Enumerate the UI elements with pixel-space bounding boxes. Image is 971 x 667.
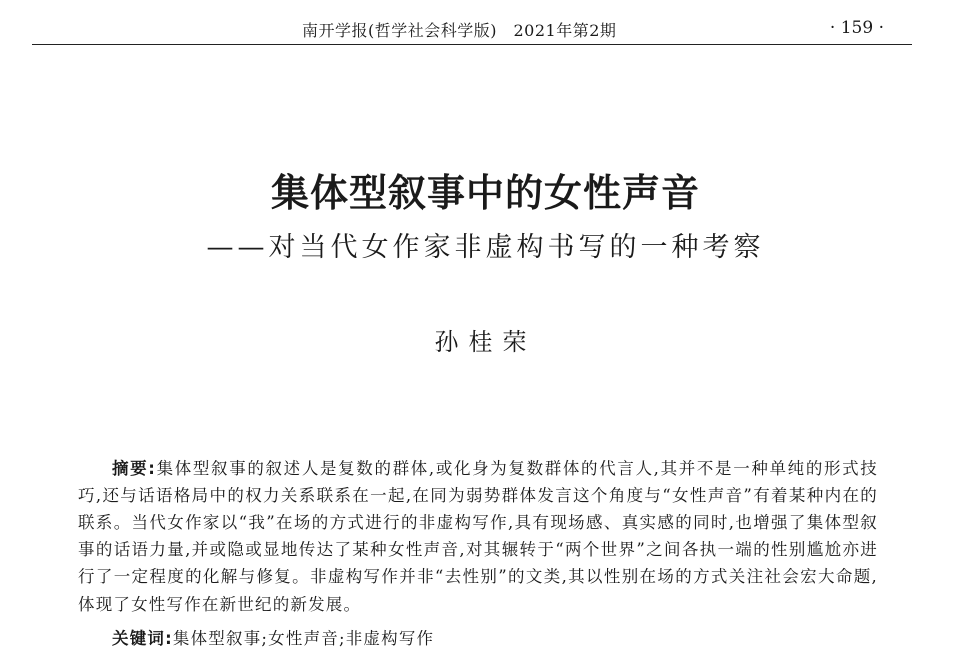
journal-name: 南开学报(哲学社会科学版) 2021年第2期 (302, 21, 617, 40)
running-header (32, 16, 912, 45)
abstract-paragraph (78, 455, 878, 618)
keywords-label: 关键词: (112, 629, 173, 648)
abstract-label: 摘要: (112, 458, 157, 478)
page-number: · 159 · (829, 18, 884, 38)
abstract-text: 集体型叙事的叙述人是复数的群体,或化身为复数群体的代言人,其并不是一种单纯的形式技巧,还与话语格局中的权力关系联系在一起,在同为弱势群体发言这个角度与“女性声音”有着某种内在的联系。当代女作家以“我”在场的方式进行的非虚构写作,具有现场感、真实感的同时,也增强了集体型叙事的话语力量,并或隐或显地传达了某种女性声音,对其辗转于“两个世界”之间各执一端的性别尴尬亦进行了一定程度的化解与修复。非虚构写作并非“去性别”的文类,其以性别在场的方式关注社会宏大命题,体现了女性写作在新世纪的新发展。 (78, 458, 878, 614)
keywords-line (112, 625, 434, 649)
author-name: 孙桂荣 (434, 328, 537, 356)
article-subtitle: ——对当代女作家非虚构书写的一种考察 (206, 232, 765, 263)
keywords-text: 集体型叙事;女性声音;非虚构写作 (172, 629, 435, 648)
article-title: 集体型叙事中的女性声音 (270, 171, 700, 215)
